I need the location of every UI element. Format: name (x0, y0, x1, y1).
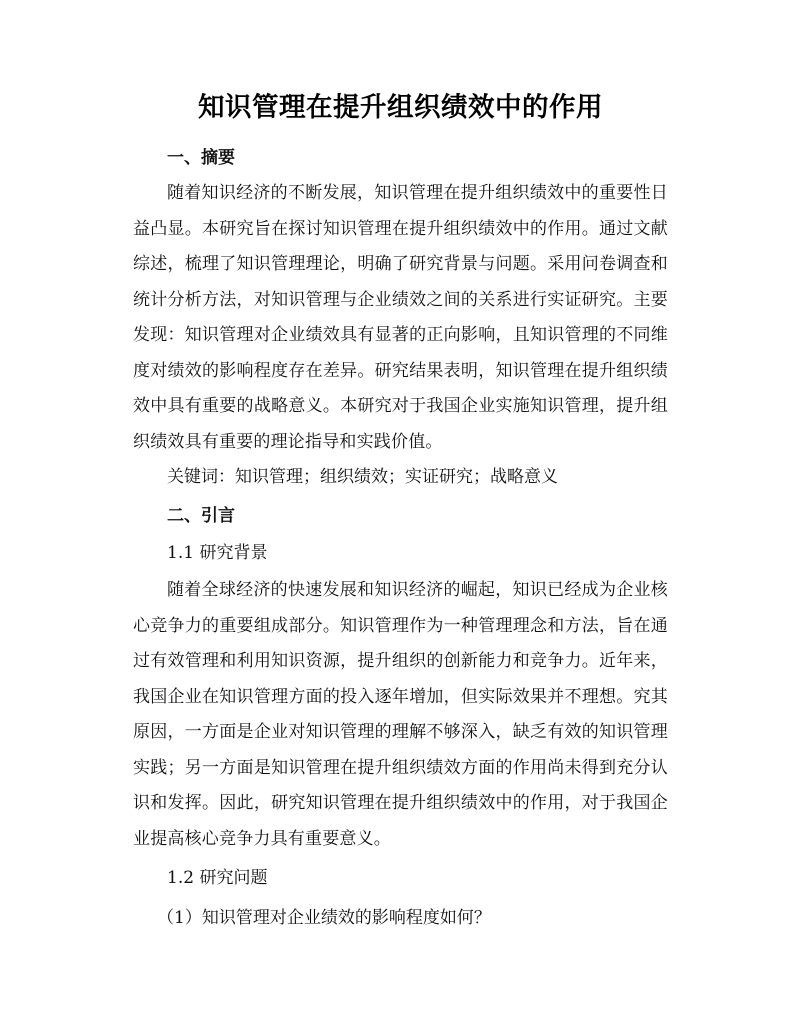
keywords-line: 关键词：知识管理；组织绩效；实证研究；战略意义 (167, 467, 558, 487)
abstract-body: 随着知识经济的不断发展，知识管理在提升组织绩效中的重要性日益凸显。本研究旨在探讨知识管理在提升组织绩效中的作用。通过文献综述，梳理了知识管理理论，明确了研究背景与问题。采用问卷调查和统计分析方法，对知识管理与企业绩效之间的关系进行实证研究。主要发现：知识管理对企业绩效具有显著的正向影响，且知识管理的不同维度对绩效的影响程度存在差异。研究结果表明，知识管理在提升组织绩效中具有重要的战略意义。本研究对于我国企业实施知识管理，提升组织绩效具有重要的理论指导和实践价值。 (133, 183, 668, 452)
questions-subheading: 1.2 研究问题 (167, 868, 268, 888)
abstract-heading: 一、摘要 (167, 148, 235, 168)
document-title: 知识管理在提升组织绩效中的作用 (198, 92, 603, 123)
introduction-heading: 二、引言 (167, 505, 235, 526)
question-item: （1）知识管理对企业绩效的影响程度如何？ (157, 907, 491, 928)
background-body: 随着全球经济的快速发展和知识经济的崛起，知识已经成为企业核心竞争力的重要组成部分。知识管理作为一种管理理念和方法，旨在通过有效管理和利用知识资源，提升组织的创新能力和竞争力。近年来，我国企业在知识管理方面的投入逐年增加，但实际效果并不理想。究其原因，一方面是企业对知识管理的理解不够深入，缺乏有效的知识管理实践；另一方面是知识管理在提升组织绩效方面的作用尚未得到充分认识和发挥。因此，研究知识管理在提升组织绩效中的作用，对于我国企业提高核心竞争力具有重要意义。 (133, 580, 668, 849)
background-subheading: 1.1 研究背景 (167, 542, 268, 563)
